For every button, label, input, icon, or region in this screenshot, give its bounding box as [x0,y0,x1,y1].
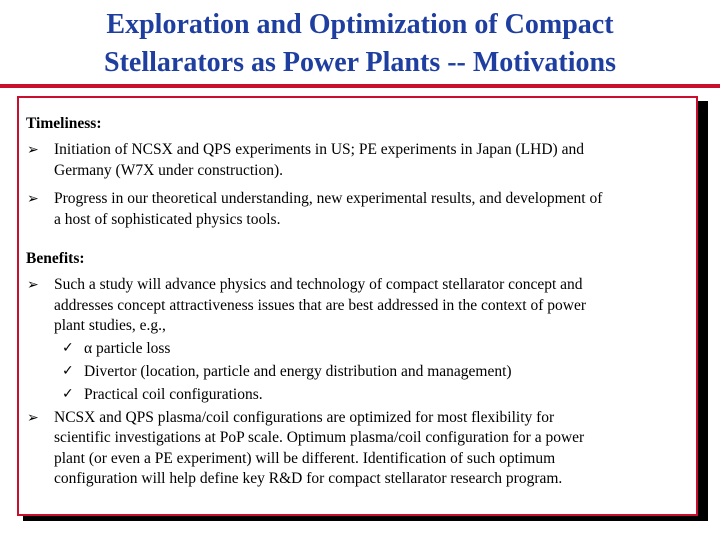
bullet-line: plant studies, e.g., [54,317,166,334]
check-item-text: Divertor (location, particle and energy distribution and management) [84,362,512,380]
bullet-line: NCSX and QPS plasma/coil configurations are optimized for most flexibility for [54,408,555,426]
bullet-line: addresses concept attractiveness issues that are best addressed in the context of power [54,296,586,314]
bullet-line: a host of sophisticated physics tools. [54,210,281,228]
bullet-line: Initiation of NCSX and QPS experiments in US; PE experiments in Japan (LHD) and [54,141,584,158]
slide-title-line-2: Stellarators as Power Plants -- Motivations [104,47,616,78]
bullet-line: scientific investigations at PoP scale. Optimum plasma/coil configuration for a power [54,429,585,446]
title-underline [0,84,720,88]
benefits-heading: Benefits: [26,250,85,267]
arrow-bullet-icon: ➢ [27,277,39,293]
timeliness-heading: Timeliness: [26,115,102,132]
timeliness-bullet-2 [26,189,696,230]
bullet-line: Germany (W7X under construction). [54,161,283,179]
timeliness-bullet-1 [26,140,696,181]
arrow-bullet-icon: ➢ [27,191,39,207]
check-icon: ✓ [62,385,74,402]
bullet-line: Progress in our theoretical understanding, new experimental results, and development of [54,190,603,207]
benefit-check-item [26,337,696,360]
arrow-bullet-icon: ➢ [27,409,39,426]
bullet-line: configuration will help define key R&D for compact stellarator research program. [54,470,563,487]
bullet-line: plant (or even a PE experiment) will be different. Identification of such optimum [54,449,556,467]
check-icon: ✓ [62,339,74,356]
check-item-text: Practical coil configurations. [84,385,263,403]
check-icon: ✓ [62,362,74,379]
slide-title-line-1: Exploration and Optimization of Compact [106,9,614,40]
benefits-bullet-1 [26,275,696,337]
benefits-bullet-2 [26,408,696,490]
bullet-line: Such a study will advance physics and technology of compact stellarator concept and [54,276,583,293]
benefit-check-item [26,360,696,383]
arrow-bullet-icon: ➢ [27,142,39,158]
check-item-text: α particle loss [84,339,171,357]
content-text [26,114,696,490]
benefit-check-item [26,383,696,406]
slide-title [0,6,720,82]
